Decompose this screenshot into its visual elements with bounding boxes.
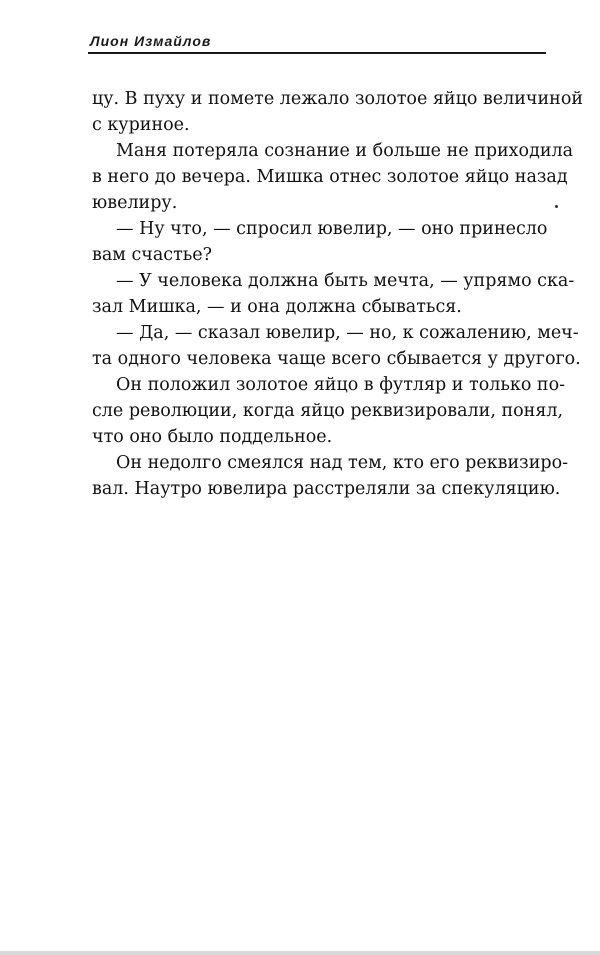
running-head-author: Лион Измайлов: [90, 33, 212, 49]
body-text: [92, 86, 584, 502]
text-line: — Да, — сказал ювелир, — но, к сожалению, меч-: [116, 323, 579, 343]
text-line: с куриное.: [92, 115, 190, 135]
text-line: та одного человека чаще всего сбывается у другого.: [92, 349, 581, 369]
text-line: что оно было поддельное.: [92, 427, 333, 447]
text-line: Маня потеряла сознание и больше не приходила: [116, 141, 574, 161]
text-line: вал. Наутро ювелира расстреляли за спекуляцию.: [92, 479, 561, 499]
scan-speck: [555, 205, 558, 208]
text-line: Он недолго смеялся над тем, кто его реквизиро-: [116, 453, 569, 473]
text-line: вам счастье?: [92, 245, 213, 265]
header-rule: [88, 52, 546, 54]
text-line: цу. В пуху и помете лежало золотое яйцо величиной: [92, 89, 584, 109]
text-line: — Ну что, — спросил ювелир, — оно принесло: [116, 219, 548, 239]
text-line: зал Мишка, — и она должна сбываться.: [92, 297, 462, 317]
text-line: в него до вечера. Мишка отнес золотое яйцо назад: [92, 167, 568, 187]
text-line: сле революции, когда яйцо реквизировали, понял,: [92, 401, 564, 421]
text-line: Он положил золотое яйцо в футляр и только по-: [116, 375, 566, 395]
text-line: ювелиру.: [92, 193, 178, 213]
page-bottom-edge: [0, 951, 600, 955]
text-line: — У человека должна быть мечта, — упрямо ска-: [116, 271, 575, 291]
